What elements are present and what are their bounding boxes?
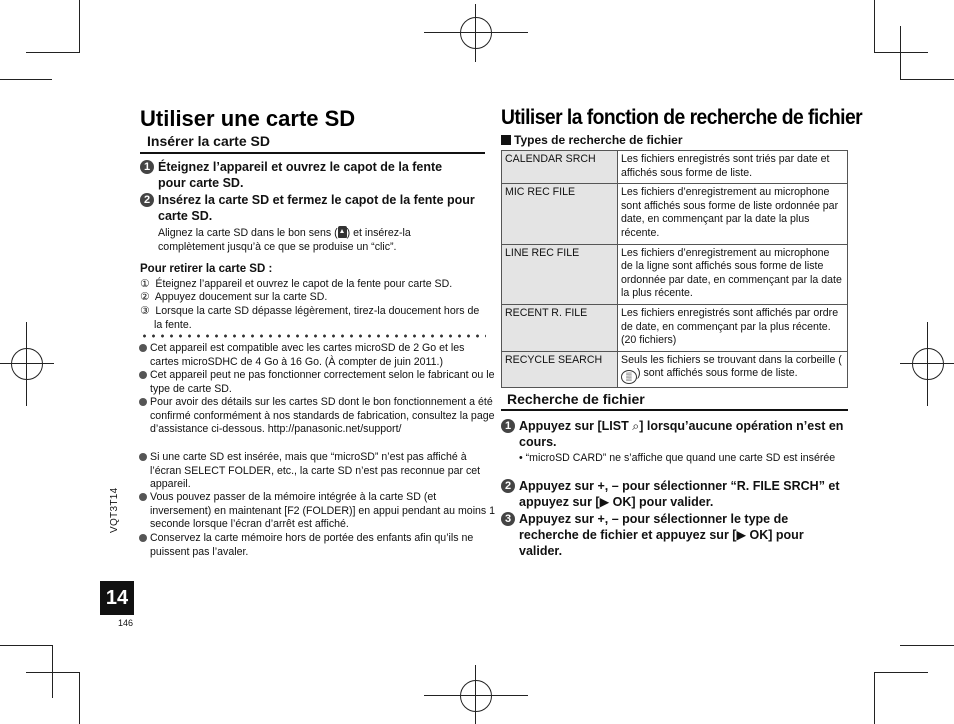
step-number: 3 <box>501 512 515 526</box>
note-item: Cet appareil est compatible avec les cartes microSD de 2 Go et les cartes microSDHC de 4 Go à 16 Go. (À compter de juin 2011.) <box>139 342 496 369</box>
search-step-1 <box>501 418 849 466</box>
step-note: • “microSD CARD” ne s’affiche que quand une carte SD est insérée <box>519 452 836 464</box>
type-key: RECYCLE SEARCH <box>502 351 618 388</box>
bullet-icon <box>139 493 147 501</box>
step-number: 1 <box>140 160 154 174</box>
table-row <box>502 351 848 388</box>
page-number: 146 <box>118 618 134 628</box>
type-desc: Les fichiers enregistrés sont triés par date et affichés sous forme de liste. <box>618 151 848 184</box>
note-item: Pour avoir des détails sur les cartes SD dont le bon fonctionnement a été confirmé conformément à nos standards de fabrication, consultez la page d’assistance ci-dessous. http://panasonic.net/support/ <box>139 396 496 437</box>
note-item: Vous pouvez passer de la mémoire intégrée à la carte SD (et inversement) en maintenant [F2 (FOLDER)] en appui pendant au moins 1 seconde lorsque l’écran d’arrêt est affiché. <box>139 491 496 532</box>
sd-orientation-icon <box>338 226 347 238</box>
step-text: Insérez la carte SD et fermez le capot de la fente pour carte SD. <box>158 193 475 223</box>
step-text: Appuyez sur [LIST ⌕] lorsqu’aucune opération n’est en cours. <box>519 419 844 449</box>
step-note: Alignez la carte SD dans le bon sens ( ) et insérez-la complètement jusqu’à ce que se produise un “clic”. <box>158 227 411 253</box>
square-bullet-icon <box>501 135 511 145</box>
bullet-icon <box>139 453 147 461</box>
insert-step-1 <box>140 159 470 191</box>
step-number: 2 <box>140 193 154 207</box>
table-row <box>502 244 848 304</box>
type-desc: Les fichiers enregistrés sont affichés par ordre de date, en commençant par la plus récente. (20 fichiers) <box>618 304 848 351</box>
remove-step-1: ① Éteignez l’appareil et ouvrez le capot de la fente pour carte SD. <box>140 278 453 290</box>
search-step-3 <box>501 511 849 559</box>
bullet-icon <box>139 344 147 352</box>
remove-heading: Pour retirer la carte SD : <box>140 263 273 275</box>
search-step-2 <box>501 478 849 510</box>
section-heading-insert: Insérer la carte SD <box>147 133 270 149</box>
page-title-search: Utiliser la fonction de recherche de fichier <box>501 106 863 129</box>
step-text: Appuyez sur +, – pour sélectionner “R. FILE SRCH” et appuyez sur [▶ OK] pour valider. <box>519 479 840 509</box>
step-number: 2 <box>501 479 515 493</box>
section-heading-search: Recherche de fichier <box>507 391 645 407</box>
table-row <box>502 304 848 351</box>
page-title-sd: Utiliser une carte SD <box>140 106 356 131</box>
type-key: RECENT R. FILE <box>502 304 618 351</box>
types-heading: Types de recherche de fichier <box>501 133 683 147</box>
model-code: VQT3T14 <box>109 487 120 533</box>
bullet-icon <box>139 534 147 542</box>
remove-step-3: ③ Lorsque la carte SD dépasse légèrement, tirez-la doucement hors de la fente. <box>140 305 480 331</box>
type-desc: Les fichiers d’enregistrement au microphone sont affichés sous forme de liste ordonnée par date, en commençant par la date la plus récente. <box>618 184 848 244</box>
note-item: Si une carte SD est insérée, mais que “microSD” n’est pas affiché à l’écran SELECT FOLDER, etc., la carte SD n’est pas reconnue par cet appareil. <box>139 451 496 492</box>
type-key: MIC REC FILE <box>502 184 618 244</box>
remove-step-2: ② Appuyez doucement sur la carte SD. <box>140 291 328 303</box>
section-rule <box>501 409 848 411</box>
type-key: LINE REC FILE <box>502 244 618 304</box>
search-types-table <box>501 150 848 388</box>
section-rule <box>140 152 485 154</box>
type-desc: Les fichiers d’enregistrement au microphone de la ligne sont affichés sous forme de liste ordonnée par date, en commençant par la date la plus récente. <box>618 244 848 304</box>
page-tab: 14 <box>100 581 134 615</box>
step-text: Éteignez l’appareil et ouvrez le capot de la fente pour carte SD. <box>158 160 443 190</box>
note-item: Conservez la carte mémoire hors de portée des enfants afin qu’ils ne puissent pas l’avaler. <box>139 532 496 559</box>
note-item: Cet appareil peut ne pas fonctionner correctement selon le fabricant ou le type de carte SD. <box>139 369 496 396</box>
bullet-icon <box>139 371 147 379</box>
bullet-icon <box>139 398 147 406</box>
step-number: 1 <box>501 419 515 433</box>
trash-icon: ▒ <box>621 370 637 384</box>
search-icon: ⌕ <box>632 419 640 433</box>
type-key: CALENDAR SRCH <box>502 151 618 184</box>
dotted-divider <box>140 333 486 339</box>
insert-step-2 <box>140 192 475 254</box>
step-text: Appuyez sur +, – pour sélectionner le type de recherche de fichier et appuyez sur [▶ OK] pour valider. <box>519 512 804 558</box>
table-row <box>502 184 848 244</box>
type-desc: Seuls les fichiers se trouvant dans la corbeille (▒ ) sont affichés sous forme de liste. <box>618 351 848 388</box>
table-row <box>502 151 848 184</box>
